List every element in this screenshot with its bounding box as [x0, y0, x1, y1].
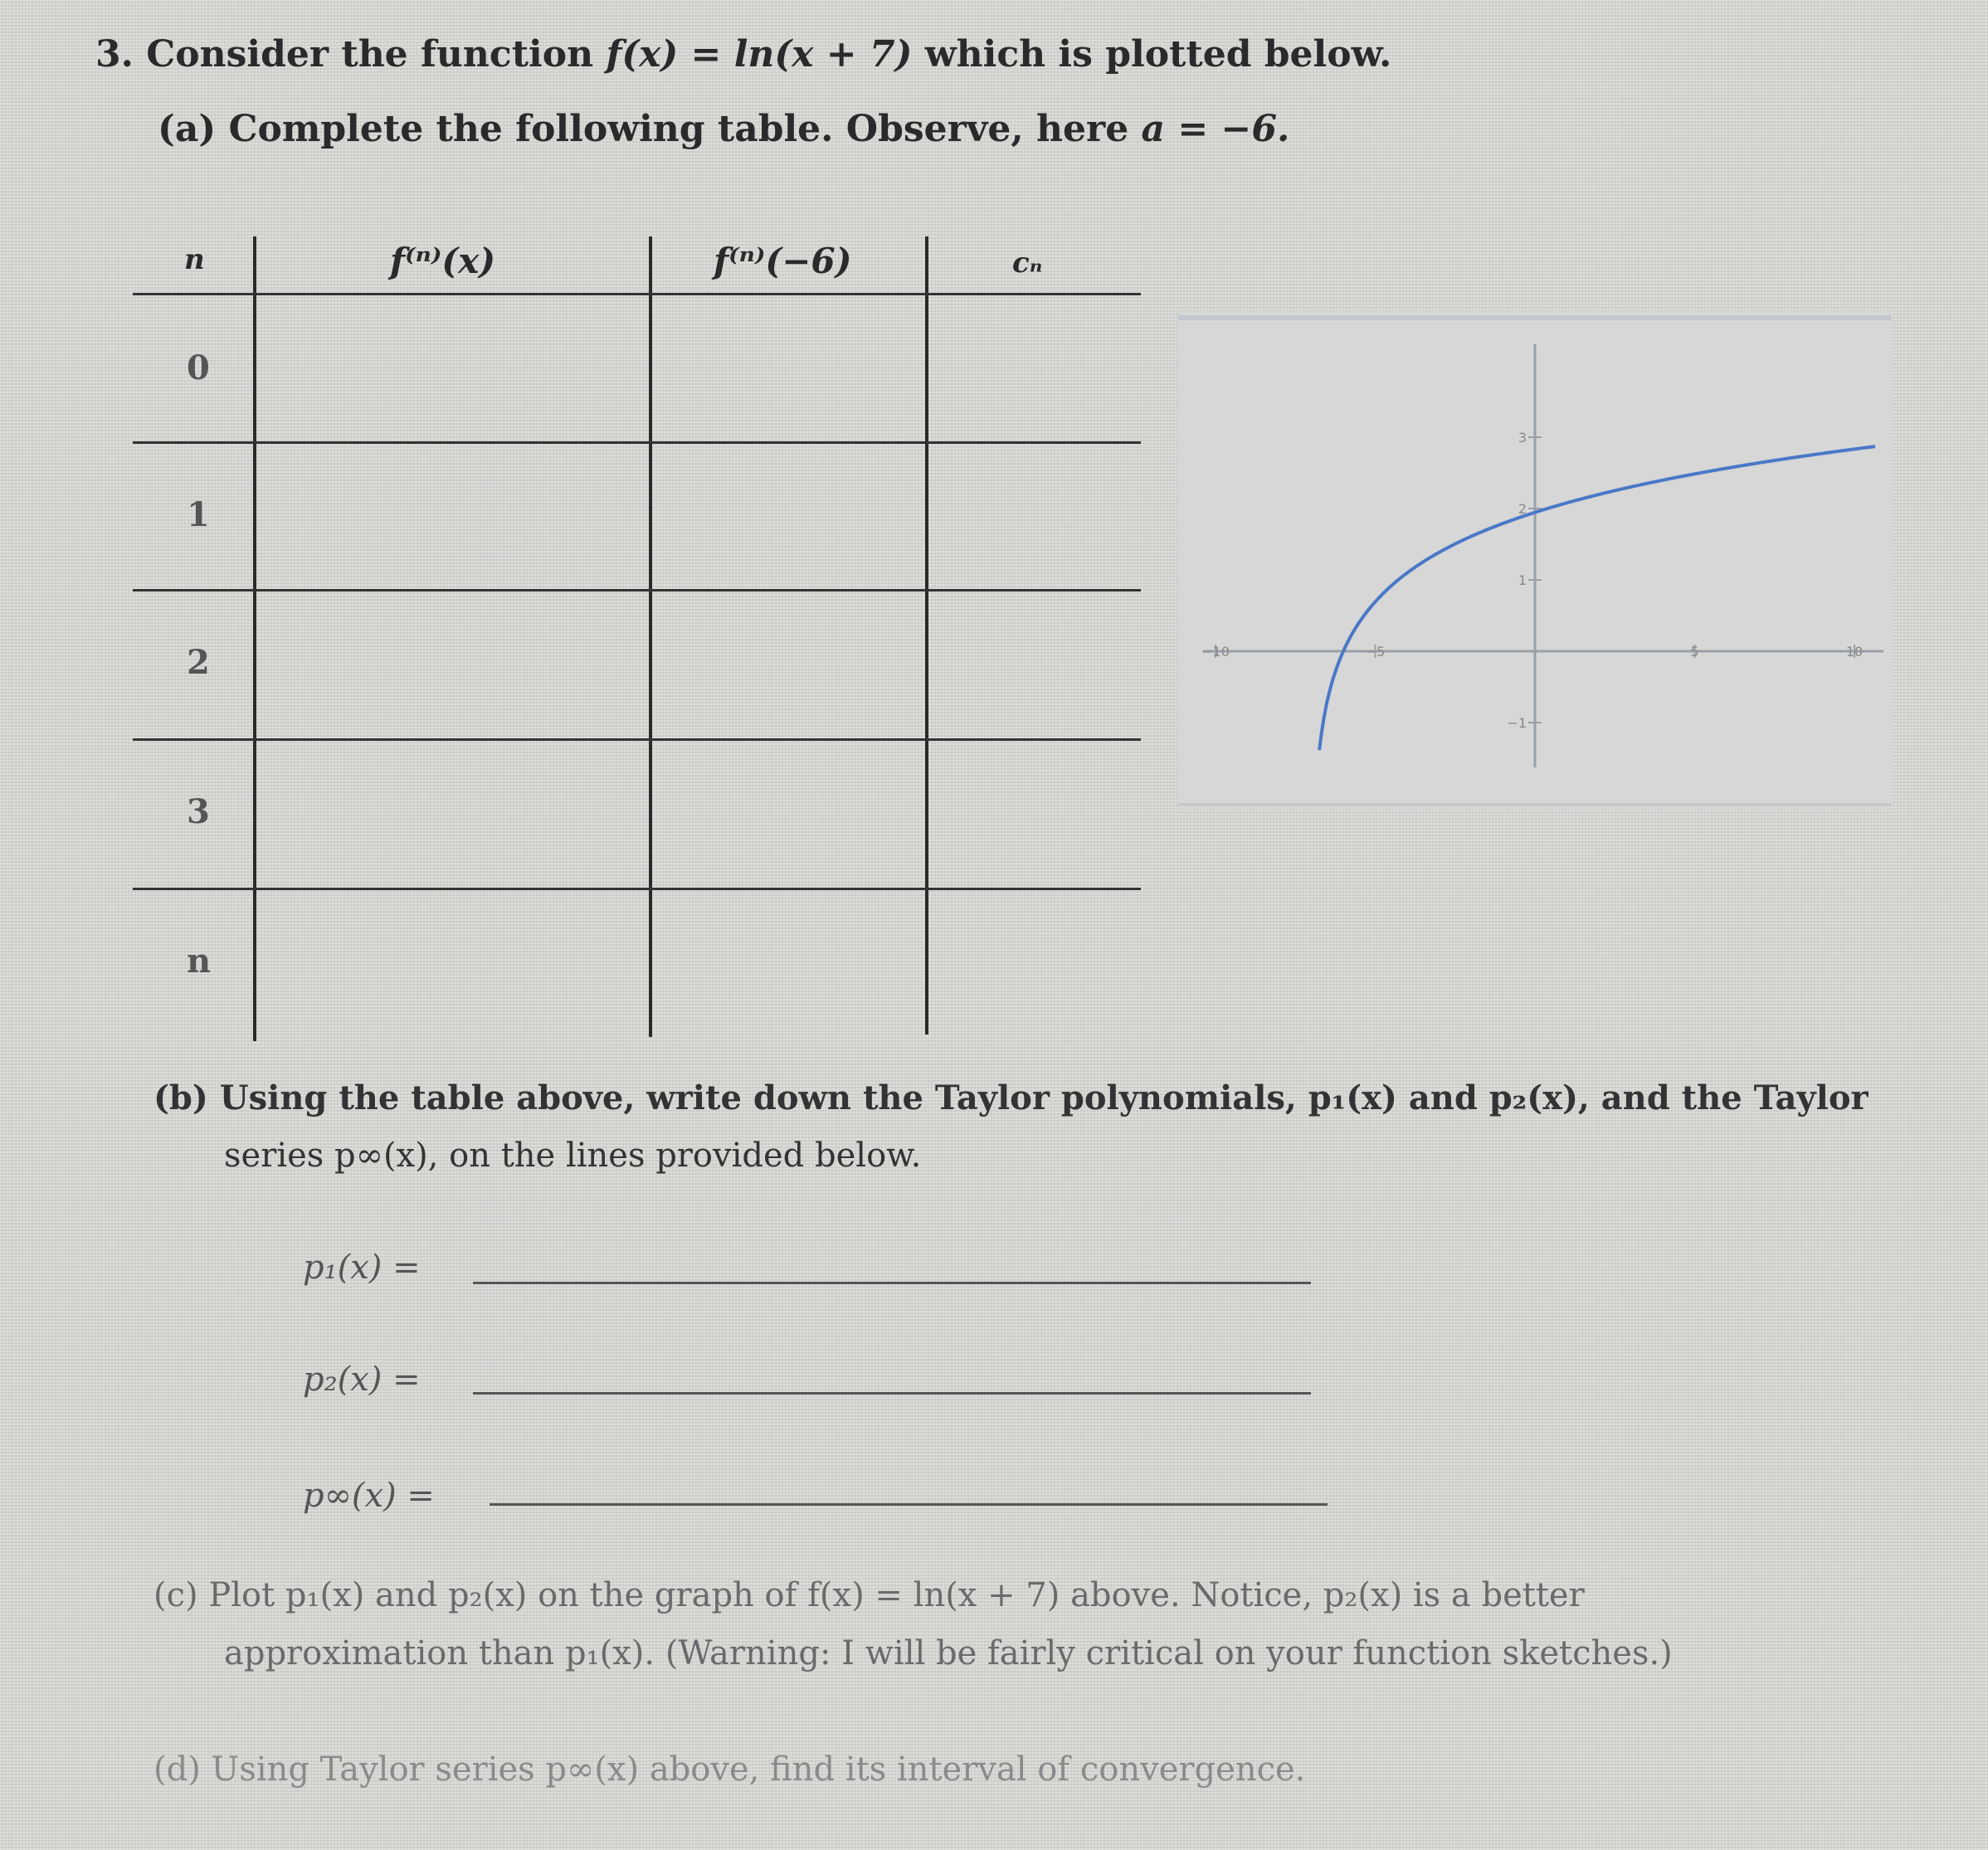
- graph-svg: [1178, 311, 1892, 809]
- y-tick-label: 2: [1518, 501, 1527, 517]
- x-tick-label: 5: [1690, 644, 1699, 660]
- p2-label: p₂(x) =: [303, 1361, 421, 1399]
- problem-title: [95, 33, 1391, 75]
- header-fn-a: f⁽ⁿ⁾(−6): [714, 241, 852, 281]
- part-b-line1: (b) Using the table above, write down the Taylor polynomials, p₁(x) and p₂(x), and the Taylor: [153, 1078, 1869, 1117]
- row-label-1: 1: [187, 495, 210, 534]
- table-col-divider: [649, 236, 652, 1037]
- part-c-line2: approximation than p₁(x). (Warning: I will be fairly critical on your function sketches.): [224, 1634, 1673, 1672]
- header-fn-x: f⁽ⁿ⁾(x): [390, 241, 496, 281]
- p1-label: p₁(x) =: [303, 1249, 421, 1287]
- problem-text-prefix: Consider the function: [146, 33, 594, 75]
- row-label-0: 0: [187, 348, 210, 387]
- cell-fn-x-0[interactable]: [257, 296, 647, 439]
- row-label-3: 3: [187, 792, 210, 831]
- x-tick-label: 10: [1845, 644, 1864, 660]
- cell-cn-0[interactable]: [929, 296, 1141, 439]
- table-row-divider: [133, 738, 1141, 741]
- table-col-divider: [925, 236, 928, 1035]
- part-a-label: (a): [158, 108, 217, 150]
- header-cn: cₙ: [1012, 246, 1043, 280]
- pinf-label: p∞(x) =: [303, 1477, 435, 1515]
- table-col-divider: [253, 236, 256, 1041]
- problem-function: f(x) = ln(x + 7): [606, 33, 913, 75]
- derivative-table: [133, 236, 1141, 1041]
- y-tick-label: 1: [1518, 572, 1527, 588]
- part-c-line1: (c) Plot p₁(x) and p₂(x) on the graph of f(x) = ln(x + 7) above. Notice, p₂(x) is a better: [153, 1576, 1585, 1614]
- part-d-text: (d) Using Taylor series p∞(x) above, find its interval of convergence.: [153, 1750, 1306, 1789]
- problem-number: 3.: [95, 33, 134, 75]
- cell-fn-a-0[interactable]: [653, 296, 923, 439]
- x-tick-label: −10: [1201, 644, 1230, 660]
- part-a-a-value: a = −6.: [1141, 108, 1290, 150]
- x-tick-label: −5: [1365, 644, 1386, 660]
- y-tick-label: 3: [1518, 430, 1527, 445]
- table-row-divider: [133, 589, 1141, 592]
- pinf-answer-line[interactable]: [490, 1503, 1328, 1506]
- part-a-text: Complete the following table. Observe, here: [228, 108, 1129, 150]
- part-b-line2: series p∞(x), on the lines provided below.: [224, 1137, 922, 1175]
- table-row-divider: [133, 441, 1141, 444]
- p1-answer-line[interactable]: [473, 1282, 1311, 1284]
- row-label-n: n: [187, 942, 212, 981]
- p2-answer-line[interactable]: [473, 1392, 1311, 1395]
- function-graph: [1178, 311, 1892, 809]
- table-row-divider: [133, 293, 1141, 295]
- row-label-2: 2: [187, 643, 210, 682]
- y-tick-label: −1: [1507, 715, 1527, 731]
- table-row-divider: [133, 888, 1141, 890]
- part-a-prompt: [158, 108, 1289, 150]
- header-n: n: [184, 243, 205, 276]
- problem-text-suffix: which is plotted below.: [924, 33, 1392, 75]
